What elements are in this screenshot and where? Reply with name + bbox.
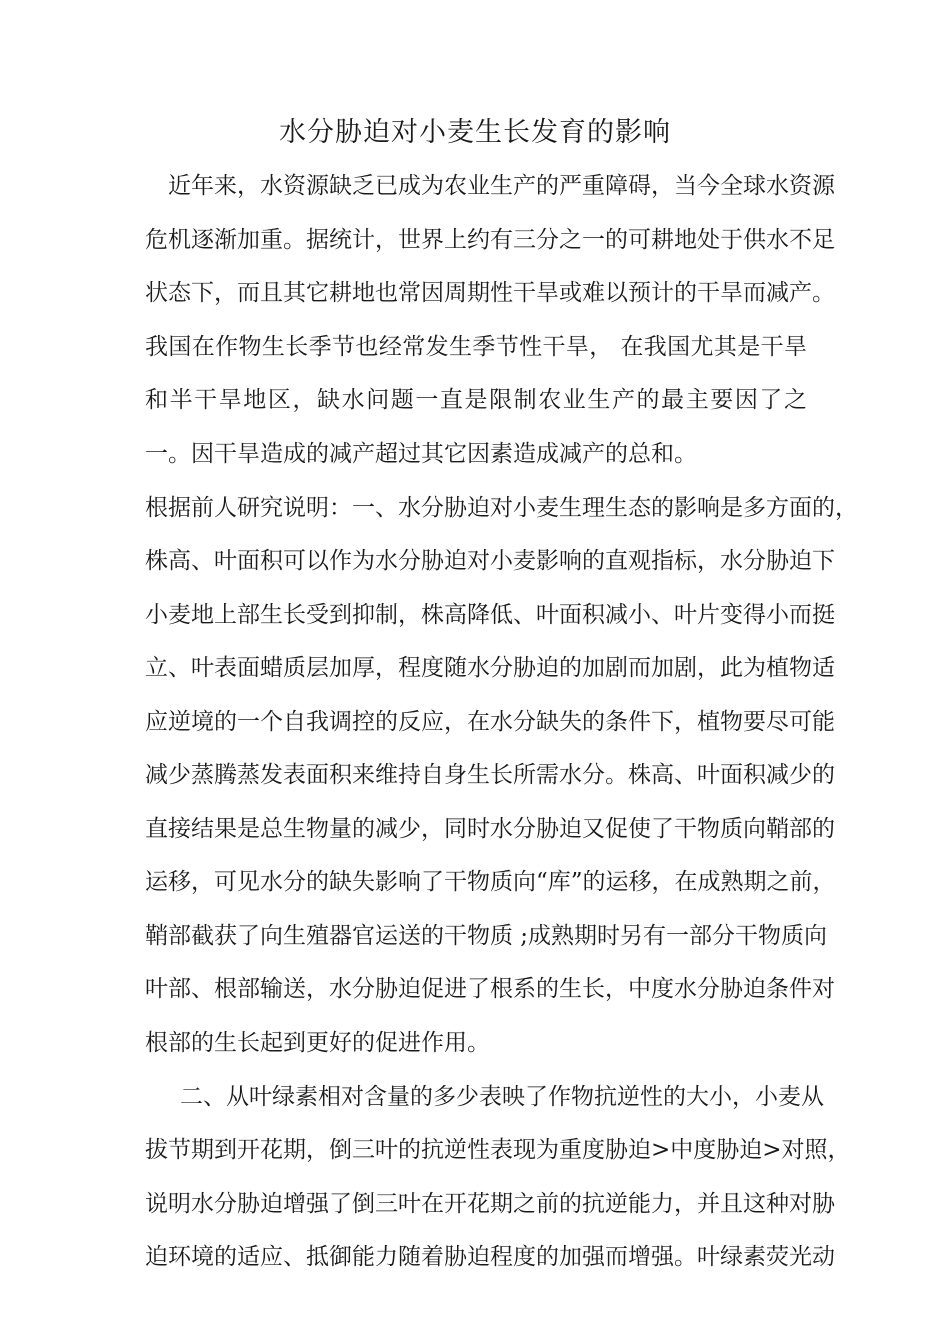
document-title: 水分胁迫对小麦生长发育的影响 <box>279 117 671 148</box>
paragraph-2-line: 根据前人研究说明：一、水分胁迫对小麦生理生态的影响是多方面的， <box>145 495 858 521</box>
paragraph-1-line: 近年来，水资源缺乏已成为农业生产的严重障碍，当今全球水资源 <box>168 173 835 199</box>
paragraph-2-line: 株高、叶面积可以作为水分胁迫对小麦影响的直观指标，水分胁迫下 <box>145 548 835 574</box>
paragraph-2-line: 立、叶表面蜡质层加厚，程度随水分胁迫的加剧而加剧，此为植物适 <box>145 655 835 681</box>
paragraph-3-line: 迫环境的适应、抵御能力随着胁迫程度的加强而增强。叶绿素荧光动 <box>145 1244 835 1270</box>
paragraph-2-line: 鞘部截获了向生殖器官运送的干物质 ;成熟期时另有一部分干物质向 <box>145 923 828 949</box>
paragraph-1-line: 危机逐渐加重。据统计，世界上约有三分之一的可耕地处于供水不足 <box>145 227 835 253</box>
paragraph-1-line: 一。因干旱造成的减产超过其它因素造成减产的总和。 <box>145 441 697 467</box>
paragraph-1-line: 和半干旱地区，缺水问题一直是限制农业生产的最主要因了之 <box>145 387 807 413</box>
paragraph-1-line: 我国在作物生长季节也经常发生季节性干旱， 在我国尤其是干旱 <box>145 334 807 360</box>
paragraph-2-line: 叶部、根部输送，水分胁迫促进了根系的生长，中度水分胁迫条件对 <box>145 976 835 1002</box>
paragraph-2-line: 直接结果是总生物量的减少，同时水分胁迫又促使了干物质向鞘部的 <box>145 816 835 842</box>
paragraph-2-line: 应逆境的一个自我调控的反应，在水分缺失的条件下，植物要尽可能 <box>145 709 835 735</box>
paragraph-2-line: 减少蒸腾蒸发表面积来维持自身生长所需水分。株高、叶面积减少的 <box>145 762 835 788</box>
paragraph-3-line: 拔节期到开花期，倒三叶的抗逆性表现为重度胁迫>中度胁迫>对照， <box>145 1137 851 1163</box>
paragraph-2-line: 运移，可见水分的缺失影响了干物质向“库”的运移，在成熟期之前， <box>145 869 836 895</box>
paragraph-1-line: 状态下，而且其它耕地也常因周期性干旱或难以预计的干旱而减产。 <box>145 280 835 306</box>
paragraph-2-line: 根部的生长起到更好的促进作用。 <box>145 1030 490 1056</box>
paragraph-2-line: 小麦地上部生长受到抑制，株高降低、叶面积减小、叶片变得小而挺 <box>145 602 835 628</box>
paragraph-3-line: 二、从叶绿素相对含量的多少表映了作物抗逆性的大小，小麦从 <box>180 1084 824 1110</box>
paragraph-3-line: 说明水分胁迫增强了倒三叶在开花期之前的抗逆能力，并且这种对胁 <box>145 1191 835 1217</box>
